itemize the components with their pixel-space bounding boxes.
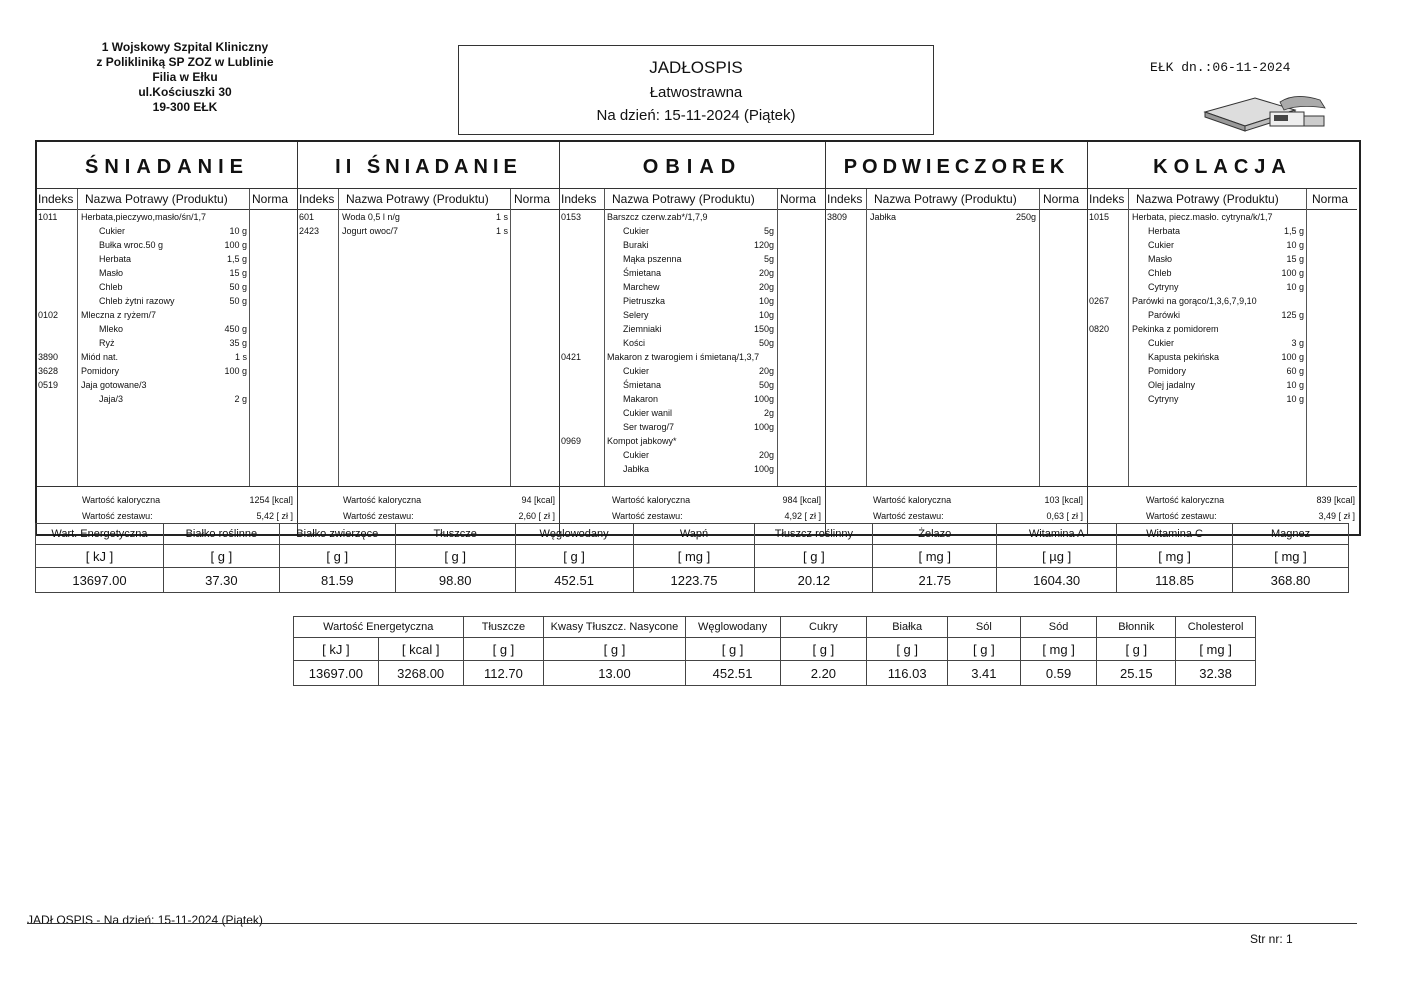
menu-row bbox=[1088, 226, 1357, 240]
row-index: 0969 bbox=[561, 436, 582, 446]
row-name: Pekinka z pomidorem bbox=[1132, 324, 1219, 334]
menu-row bbox=[37, 296, 297, 310]
nutrient-unit: [ g ] bbox=[685, 638, 780, 661]
index-header: Indeks bbox=[38, 192, 74, 206]
menu-row bbox=[1088, 254, 1357, 268]
row-index: 601 bbox=[299, 212, 315, 222]
nutrient-value: 13697.00 bbox=[294, 661, 379, 686]
nutrient-value: 3.41 bbox=[948, 661, 1021, 686]
norm-header: Norma bbox=[780, 192, 817, 206]
nutrient-unit: [ g ] bbox=[867, 638, 948, 661]
nutrient-unit: [ g ] bbox=[279, 545, 395, 568]
cost-label: Wartość zestawu: bbox=[82, 511, 153, 521]
row-norm: 10 g bbox=[1286, 380, 1304, 390]
nutrient-unit: [ g ] bbox=[395, 545, 515, 568]
nutrient-value: 37.30 bbox=[163, 568, 279, 593]
row-name: Barszcz czerw.zab*/1,7,9 bbox=[607, 212, 708, 222]
menu-row bbox=[1088, 268, 1357, 282]
kcal-label: Wartość kaloryczna bbox=[82, 495, 161, 505]
row-norm: 2 g bbox=[234, 394, 247, 404]
row-name: Buraki bbox=[623, 240, 649, 250]
row-norm: 10 g bbox=[1286, 282, 1304, 292]
row-name: Parówki bbox=[1148, 310, 1181, 320]
name-header: Nazwa Potrawy (Produktu) bbox=[346, 192, 489, 206]
row-index: 2423 bbox=[299, 226, 320, 236]
menu-row bbox=[37, 226, 297, 240]
kcal-value: 1254 [kcal] bbox=[249, 495, 293, 505]
row-norm: 100 g bbox=[224, 240, 247, 250]
row-name: Masło bbox=[99, 268, 124, 278]
norm-header: Norma bbox=[1312, 192, 1349, 206]
row-name: Herbata,pieczywo,masło/śn/1,7 bbox=[81, 212, 207, 222]
row-norm: 20g bbox=[758, 366, 774, 376]
row-norm: 50 g bbox=[229, 282, 247, 292]
row-name: Bułka wroc.50 g bbox=[99, 240, 164, 250]
menu-row bbox=[560, 352, 825, 366]
row-name: Herbata, piecz.masło. cytryna/k/1,7 bbox=[1132, 212, 1273, 222]
page-number: Str nr: 1 bbox=[1250, 932, 1293, 946]
row-name: Cukier bbox=[623, 366, 650, 376]
row-name: Ryż bbox=[99, 338, 115, 348]
row-index: 0153 bbox=[561, 212, 582, 222]
kcal-label: Wartość kaloryczna bbox=[343, 495, 422, 505]
menu-table bbox=[35, 140, 1361, 536]
menu-row bbox=[560, 324, 825, 338]
menu-row bbox=[1088, 212, 1357, 226]
row-name: Olej jadalny bbox=[1148, 380, 1196, 390]
meal-title: PODWIECZOREK bbox=[826, 142, 1087, 189]
kcal-label: Wartość kaloryczna bbox=[612, 495, 691, 505]
meal-column-obiad bbox=[560, 142, 826, 534]
menu-row bbox=[1088, 240, 1357, 254]
nutrient-header: Witamina A bbox=[997, 524, 1117, 545]
nutrient-value: 25.15 bbox=[1097, 661, 1176, 686]
hospital-line: Filia w Ełku bbox=[152, 70, 218, 84]
nutrient-header: Magnez bbox=[1233, 524, 1349, 545]
row-norm: 3 g bbox=[1291, 338, 1304, 348]
nutrient-header: Tłuszcz roślinny bbox=[755, 524, 873, 545]
nutrient-unit: [ µg ] bbox=[997, 545, 1117, 568]
row-index: 1011 bbox=[38, 212, 58, 222]
row-norm: 20g bbox=[758, 282, 774, 292]
row-norm: 1 s bbox=[495, 226, 508, 236]
nutrient-unit: [ kJ ] bbox=[36, 545, 164, 568]
nutrient-header: Wapń bbox=[633, 524, 755, 545]
hospital-line: z Polikliniką SP ZOZ w Lublinie bbox=[96, 55, 274, 69]
row-name: Cukier bbox=[1148, 240, 1175, 250]
nutrient-header: Węglowodany bbox=[515, 524, 633, 545]
nutrient-value: 1604.30 bbox=[997, 568, 1117, 593]
cost-value: 5,42 [ zł ] bbox=[256, 511, 293, 521]
row-norm: 100g bbox=[753, 394, 774, 404]
menu-row bbox=[37, 380, 297, 394]
cost-label: Wartość zestawu: bbox=[1146, 511, 1217, 521]
hospital-line: ul.Kościuszki 30 bbox=[138, 85, 232, 99]
nutrition-values bbox=[294, 661, 1256, 686]
row-name: Cukier bbox=[623, 450, 650, 460]
nutrient-value: 452.51 bbox=[515, 568, 633, 593]
column-headers bbox=[560, 189, 825, 210]
row-name: Jabłka bbox=[623, 464, 650, 474]
row-norm: 1 s bbox=[234, 352, 247, 362]
row-norm: 10 g bbox=[1286, 240, 1304, 250]
menu-row bbox=[560, 436, 825, 450]
kcal-label: Wartość kaloryczna bbox=[1146, 495, 1225, 505]
menu-row bbox=[1088, 366, 1357, 380]
name-header: Nazwa Potrawy (Produktu) bbox=[612, 192, 755, 206]
menu-row bbox=[37, 394, 297, 408]
menu-row bbox=[1088, 282, 1357, 296]
row-norm: 100 g bbox=[1281, 268, 1304, 278]
cost-value: 4,92 [ zł ] bbox=[784, 511, 821, 521]
row-norm: 250g bbox=[1015, 212, 1036, 222]
menu-row bbox=[560, 422, 825, 436]
row-name: Cytryny bbox=[1148, 394, 1179, 404]
row-norm: 10g bbox=[758, 310, 774, 320]
nutrient-value: 452.51 bbox=[685, 661, 780, 686]
nutrient-header: Wart. Energetyczna bbox=[36, 524, 164, 545]
menu-row bbox=[298, 226, 559, 240]
nutrient-unit: [ kJ ] bbox=[294, 638, 379, 661]
row-name: Makaron bbox=[623, 394, 659, 404]
row-norm: 125 g bbox=[1281, 310, 1304, 320]
hospital-address bbox=[60, 40, 310, 115]
row-name: Herbata bbox=[1148, 226, 1181, 236]
nutrient-value: 32.38 bbox=[1176, 661, 1256, 686]
meal-column-sniadanie bbox=[37, 142, 298, 534]
row-name: Cukier wanil bbox=[623, 408, 673, 418]
row-name: Jabłka bbox=[870, 212, 897, 222]
page-title: JADŁOSPIS bbox=[649, 58, 743, 77]
nutrition-table-2 bbox=[293, 616, 1256, 686]
nutrient-value: 0.59 bbox=[1020, 661, 1097, 686]
row-norm: 5g bbox=[763, 254, 774, 264]
cost-value: 2,60 [ zł ] bbox=[518, 511, 555, 521]
nutrient-unit: [ mg ] bbox=[633, 545, 755, 568]
nutrient-value: 81.59 bbox=[279, 568, 395, 593]
norm-header: Norma bbox=[514, 192, 551, 206]
row-name: Cukier bbox=[99, 226, 126, 236]
nutrient-value: 116.03 bbox=[867, 661, 948, 686]
row-index: 0102 bbox=[38, 310, 59, 320]
menu-row bbox=[560, 380, 825, 394]
row-name: Ser twarog/7 bbox=[623, 422, 675, 432]
menu-row bbox=[560, 296, 825, 310]
meal-column-podwieczorek bbox=[826, 142, 1088, 534]
row-norm: 35 g bbox=[229, 338, 247, 348]
row-name: Jaja gotowane/3 bbox=[81, 380, 147, 390]
index-header: Indeks bbox=[827, 192, 863, 206]
row-norm: 50g bbox=[758, 380, 774, 390]
nutrient-unit: [ g ] bbox=[780, 638, 867, 661]
menu-row bbox=[298, 212, 559, 226]
nutrition-headers bbox=[36, 524, 1349, 545]
meal-column-ii-sniadanie bbox=[298, 142, 560, 534]
row-norm: 1 s bbox=[495, 212, 508, 222]
hospital-line: 1 Wojskowy Szpital Kliniczny bbox=[101, 40, 269, 54]
row-norm: 15 g bbox=[1286, 254, 1304, 264]
row-name: Cytryny bbox=[1148, 282, 1179, 292]
row-norm: 120g bbox=[753, 240, 774, 250]
row-norm: 60 g bbox=[1286, 366, 1304, 376]
nutrient-value: 98.80 bbox=[395, 568, 515, 593]
city-date: EŁK dn.:06-11-2024 bbox=[1150, 60, 1291, 75]
menu-row bbox=[560, 254, 825, 268]
nutrient-value: 112.70 bbox=[463, 661, 544, 686]
nutrient-unit: [ mg ] bbox=[873, 545, 997, 568]
row-norm: 20g bbox=[758, 450, 774, 460]
row-norm: 20g bbox=[758, 268, 774, 278]
menu-row bbox=[560, 282, 825, 296]
nutrient-value: 118.85 bbox=[1117, 568, 1233, 593]
menu-row bbox=[560, 464, 825, 478]
index-header: Indeks bbox=[299, 192, 335, 206]
row-index: 0519 bbox=[38, 380, 59, 390]
menu-row bbox=[1088, 352, 1357, 366]
row-name: Kości bbox=[623, 338, 646, 348]
nutrient-value: 3268.00 bbox=[378, 661, 463, 686]
row-norm: 15 g bbox=[229, 268, 247, 278]
row-name: Chleb żytni razowy bbox=[99, 296, 175, 306]
row-index: 0267 bbox=[1089, 296, 1110, 306]
nutrient-header: Wartość Energetyczna bbox=[294, 617, 464, 638]
row-name: Miód nat. bbox=[81, 352, 119, 362]
row-norm: 100 g bbox=[1281, 352, 1304, 362]
row-index: 1015 bbox=[1089, 212, 1110, 222]
nutrient-header: Białko zwierzęce bbox=[279, 524, 395, 545]
meal-title: KOLACJA bbox=[1088, 142, 1357, 189]
cost-value: 3,49 [ zł ] bbox=[1318, 511, 1355, 521]
norm-header: Norma bbox=[252, 192, 289, 206]
row-name: Kapusta pekińska bbox=[1148, 352, 1220, 362]
nutrient-value: 2.20 bbox=[780, 661, 867, 686]
kcal-value: 103 [kcal] bbox=[1044, 495, 1083, 505]
footer-text: JADŁOSPIS - Na dzień: 15-11-2024 (Piątek) bbox=[27, 913, 263, 927]
nutrient-value: 13697.00 bbox=[36, 568, 164, 593]
row-index: 3809 bbox=[827, 212, 848, 222]
menu-row bbox=[1088, 394, 1357, 408]
row-name: Pomidory bbox=[81, 366, 120, 376]
scale-logo-icon bbox=[1200, 90, 1330, 135]
menu-row bbox=[560, 240, 825, 254]
nutrition-values bbox=[36, 568, 1349, 593]
row-norm: 1,5 g bbox=[1283, 226, 1304, 236]
row-name: Śmietana bbox=[623, 380, 662, 390]
row-norm: 100g bbox=[753, 422, 774, 432]
menu-row bbox=[1088, 324, 1357, 338]
nutrient-value: 13.00 bbox=[544, 661, 685, 686]
nutrition-units bbox=[294, 638, 1256, 661]
row-name: Marchew bbox=[623, 282, 660, 292]
cost-label: Wartość zestawu: bbox=[612, 511, 683, 521]
menu-row bbox=[37, 366, 297, 380]
menu-row bbox=[560, 450, 825, 464]
nutrition-units bbox=[36, 545, 1349, 568]
row-name: Woda 0,5 l n/g bbox=[342, 212, 400, 222]
menu-row bbox=[560, 394, 825, 408]
row-name: Kompot jabkowy* bbox=[607, 436, 677, 446]
nutrient-value: 1223.75 bbox=[633, 568, 755, 593]
menu-row bbox=[37, 240, 297, 254]
row-norm: 50 g bbox=[229, 296, 247, 306]
nutrient-header: Sól bbox=[948, 617, 1021, 638]
nutrient-unit: [ g ] bbox=[544, 638, 685, 661]
row-name: Makaron z twarogiem i śmietaną/1,3,7 bbox=[607, 352, 760, 362]
menu-row bbox=[560, 408, 825, 422]
row-name: Pomidory bbox=[1148, 366, 1187, 376]
row-name: Śmietana bbox=[623, 268, 662, 278]
row-name: Ziemniaki bbox=[623, 324, 662, 334]
row-norm: 2g bbox=[763, 408, 774, 418]
row-name: Parówki na gorąco/1,3,6,7,9,10 bbox=[1132, 296, 1257, 306]
row-norm: 100 g bbox=[224, 366, 247, 376]
diet-name: Łatwostrawna bbox=[649, 84, 743, 101]
name-header: Nazwa Potrawy (Produktu) bbox=[1136, 192, 1279, 206]
menu-row bbox=[1088, 380, 1357, 394]
menu-row bbox=[37, 338, 297, 352]
menu-row bbox=[37, 352, 297, 366]
row-index: 0820 bbox=[1089, 324, 1110, 334]
row-norm: 10g bbox=[758, 296, 774, 306]
row-name: Selery bbox=[623, 310, 649, 320]
row-norm: 50g bbox=[758, 338, 774, 348]
cost-label: Wartość zestawu: bbox=[343, 511, 414, 521]
row-index: 3890 bbox=[38, 352, 59, 362]
nutrient-header: Kwasy Tłuszcz. Nasycone bbox=[544, 617, 685, 638]
kcal-label: Wartość kaloryczna bbox=[873, 495, 952, 505]
nutrient-header: Żelazo bbox=[873, 524, 997, 545]
nutrient-unit: [ g ] bbox=[463, 638, 544, 661]
menu-row bbox=[1088, 296, 1357, 310]
nutrition-headers bbox=[294, 617, 1256, 638]
nutrient-unit: [ g ] bbox=[515, 545, 633, 568]
menu-row bbox=[37, 254, 297, 268]
row-index: 3628 bbox=[38, 366, 59, 376]
row-norm: 10 g bbox=[229, 226, 247, 236]
nutrient-header: Tłuszcze bbox=[395, 524, 515, 545]
kcal-value: 984 [kcal] bbox=[782, 495, 821, 505]
nutrient-header: Witamina C bbox=[1117, 524, 1233, 545]
row-index: 0421 bbox=[561, 352, 582, 362]
row-name: Cukier bbox=[1148, 338, 1175, 348]
row-norm: 5g bbox=[763, 226, 774, 236]
column-headers bbox=[37, 189, 297, 210]
menu-row bbox=[37, 268, 297, 282]
row-norm: 10 g bbox=[1286, 394, 1304, 404]
name-header: Nazwa Potrawy (Produktu) bbox=[85, 192, 228, 206]
nutrient-header: Tłuszcze bbox=[463, 617, 544, 638]
nutrient-unit: [ g ] bbox=[1097, 638, 1176, 661]
row-name: Mleko bbox=[99, 324, 124, 334]
row-name: Masło bbox=[1148, 254, 1173, 264]
menu-row bbox=[560, 366, 825, 380]
menu-row bbox=[1088, 338, 1357, 352]
cost-label: Wartość zestawu: bbox=[873, 511, 944, 521]
menu-row bbox=[37, 282, 297, 296]
menu-date: Na dzień: 15-11-2024 (Piątek) bbox=[596, 107, 796, 124]
title-box bbox=[458, 45, 934, 135]
norm-header: Norma bbox=[1043, 192, 1080, 206]
nutrient-unit: [ kcal ] bbox=[378, 638, 463, 661]
row-name: Jaja/3 bbox=[99, 394, 124, 404]
row-name: Herbata bbox=[99, 254, 132, 264]
kcal-value: 839 [kcal] bbox=[1316, 495, 1355, 505]
hospital-line: 19-300 EŁK bbox=[152, 100, 218, 114]
row-name: Chleb bbox=[1148, 268, 1172, 278]
cost-value: 0,63 [ zł ] bbox=[1046, 511, 1083, 521]
row-norm: 450 g bbox=[224, 324, 247, 334]
meal-title: OBIAD bbox=[560, 142, 825, 189]
nutrient-header: Białka bbox=[867, 617, 948, 638]
menu-row bbox=[560, 338, 825, 352]
row-name: Jogurt owoc/7 bbox=[342, 226, 399, 236]
nutrient-header: Błonnik bbox=[1097, 617, 1176, 638]
menu-row bbox=[560, 212, 825, 226]
kcal-value: 94 [kcal] bbox=[521, 495, 555, 505]
row-name: Cukier bbox=[623, 226, 650, 236]
index-header: Indeks bbox=[1089, 192, 1125, 206]
row-norm: 1,5 g bbox=[226, 254, 247, 264]
nutrient-value: 368.80 bbox=[1233, 568, 1349, 593]
nutrient-unit: [ mg ] bbox=[1117, 545, 1233, 568]
nutrient-value: 21.75 bbox=[873, 568, 997, 593]
nutrient-unit: [ mg ] bbox=[1233, 545, 1349, 568]
row-norm: 150g bbox=[753, 324, 774, 334]
index-header: Indeks bbox=[561, 192, 597, 206]
menu-row bbox=[560, 226, 825, 240]
nutrient-unit: [ mg ] bbox=[1176, 638, 1256, 661]
nutrient-header: Sód bbox=[1020, 617, 1097, 638]
row-norm: 100g bbox=[753, 464, 774, 474]
nutrient-header: Cukry bbox=[780, 617, 867, 638]
menu-row bbox=[560, 310, 825, 324]
menu-row bbox=[1088, 310, 1357, 324]
nutrient-unit: [ g ] bbox=[163, 545, 279, 568]
nutrient-header: Węglowodany bbox=[685, 617, 780, 638]
menu-row bbox=[37, 324, 297, 338]
menu-row bbox=[560, 268, 825, 282]
nutrition-table-1 bbox=[35, 523, 1349, 593]
row-name: Chleb bbox=[99, 282, 123, 292]
meal-title: II ŚNIADANIE bbox=[298, 142, 559, 189]
nutrient-unit: [ g ] bbox=[755, 545, 873, 568]
menu-row bbox=[37, 212, 297, 226]
row-name: Mleczna z ryżem/7 bbox=[81, 310, 157, 320]
footer-divider bbox=[27, 923, 1357, 924]
meal-column-kolacja bbox=[1088, 142, 1357, 534]
nutrient-value: 20.12 bbox=[755, 568, 873, 593]
name-header: Nazwa Potrawy (Produktu) bbox=[874, 192, 1017, 206]
menu-row bbox=[37, 310, 297, 324]
nutrient-unit: [ g ] bbox=[948, 638, 1021, 661]
row-name: Mąka pszenna bbox=[623, 254, 682, 264]
menu-row bbox=[826, 212, 1087, 226]
nutrient-header: Białko roślinne bbox=[163, 524, 279, 545]
nutrient-unit: [ mg ] bbox=[1020, 638, 1097, 661]
row-name: Pietruszka bbox=[623, 296, 666, 306]
nutrient-header: Cholesterol bbox=[1176, 617, 1256, 638]
meal-title: ŚNIADANIE bbox=[37, 142, 297, 189]
